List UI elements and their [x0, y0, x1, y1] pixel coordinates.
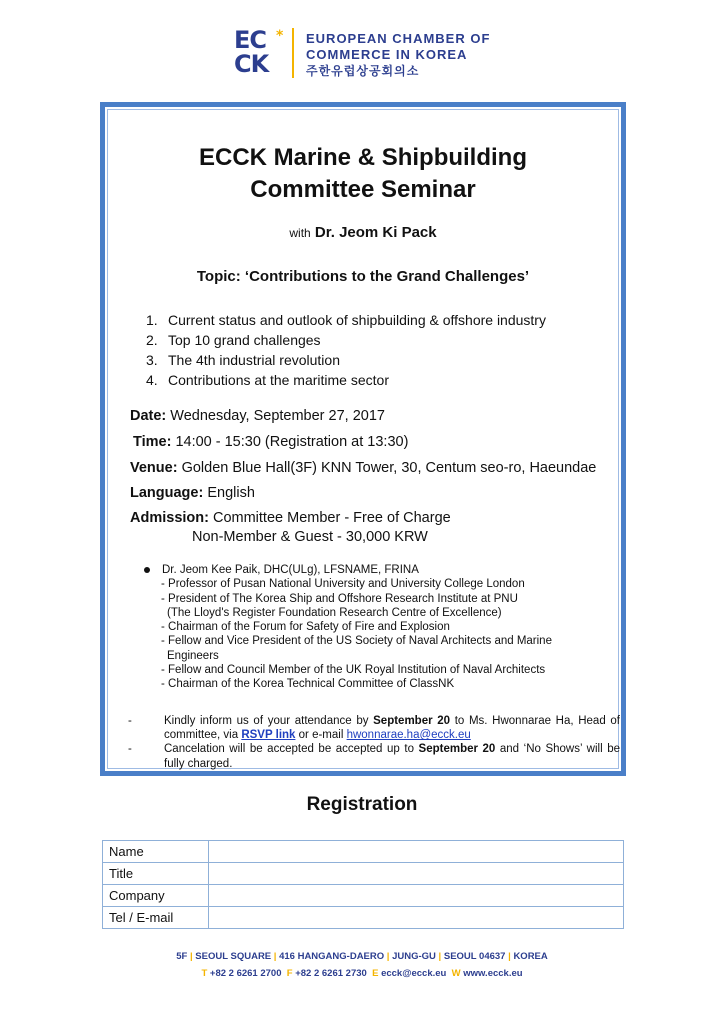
venue-label: Venue: — [130, 460, 178, 476]
speaker-bio-heading — [142, 563, 552, 577]
agenda-item — [146, 310, 546, 330]
registration-contact-field[interactable] — [209, 907, 624, 929]
speaker-credential: - Professor of Pusan National University and University College London — [161, 578, 525, 591]
agenda-number: 2. — [146, 332, 158, 348]
fax-value: +82 2 6261 2730 — [295, 968, 367, 979]
registration-label: Tel / E-mail — [103, 907, 209, 929]
email-key: E — [372, 968, 379, 979]
admission-row-2 — [192, 529, 428, 545]
registration-label: Name — [103, 841, 209, 863]
agenda-text: Top 10 grand challenges — [168, 332, 321, 348]
phone-key: T — [201, 968, 208, 979]
phone-value: +82 2 6261 2700 — [209, 968, 282, 979]
dash-marker: - — [128, 743, 132, 756]
admission-row — [130, 510, 451, 526]
agenda-list — [146, 310, 546, 390]
logo-star-icon: * — [276, 28, 283, 44]
invitation-content — [107, 109, 619, 769]
admission-value-member: Committee Member - Free of Charge — [208, 510, 451, 526]
logo-text — [306, 31, 490, 80]
rsvp-link[interactable]: RSVP link — [241, 729, 296, 742]
with-label: with — [289, 226, 311, 240]
logo-line1: EUROPEAN CHAMBER OF — [306, 31, 491, 46]
agenda-text: Current status and outlook of shipbuilding & offshore industry — [168, 312, 546, 328]
footer-address — [0, 951, 724, 962]
admission-label: Admission: — [130, 510, 209, 526]
agenda-item — [146, 350, 546, 370]
registration-label: Company — [103, 885, 209, 907]
event-title-line1: ECCK Marine & Shipbuilding — [199, 144, 527, 171]
address-part: KOREA — [513, 951, 548, 962]
agenda-number: 3. — [146, 352, 158, 368]
registration-title: Registration — [306, 794, 418, 815]
address-part: SEOUL SQUARE — [195, 951, 272, 962]
agenda-text: Contributions at the maritime sector — [168, 372, 389, 388]
logo-mark-line2: CK — [234, 50, 269, 78]
rsvp-note — [124, 714, 620, 742]
logo-divider — [292, 28, 294, 78]
separator: | — [438, 951, 442, 962]
table-row — [103, 841, 624, 863]
language-label: Language: — [130, 485, 204, 501]
language-row — [130, 485, 255, 501]
speaker-bio-name: Dr. Jeom Kee Paik, DHC(ULg), LFSNAME, FRINA — [162, 564, 419, 576]
note-text: Kindly inform us of your attendance by — [164, 715, 374, 727]
footer-website[interactable]: www.ecck.eu — [463, 968, 523, 979]
speaker-credential: - Chairman of the Forum for Safety of Fire and Explosion — [161, 621, 450, 634]
language-value: English — [203, 485, 255, 501]
speaker-credential: - President of The Korea Ship and Offshore Research Institute at PNU — [161, 592, 518, 605]
venue-row — [130, 460, 596, 476]
registration-company-field[interactable] — [209, 885, 624, 907]
note-text: and ‘No Shows’ will be fully charged. — [164, 743, 620, 770]
time-value: 14:00 - 15:30 (Registration at 13:30) — [171, 434, 409, 450]
note-text: or e-mail — [295, 729, 347, 742]
event-topic: Topic: ‘Contributions to the Grand Challenges’ — [196, 268, 530, 285]
logo-mark — [232, 28, 284, 80]
invitation-frame — [100, 102, 626, 776]
registration-name-field[interactable] — [209, 841, 624, 863]
logo-line2: COMMERCE IN KOREA — [306, 47, 468, 62]
separator: | — [386, 951, 390, 962]
email-link[interactable]: hwonnarae.ha@ecck.eu — [346, 729, 471, 742]
ecck-logo — [232, 22, 494, 84]
logo-mark-line1: EC — [234, 26, 267, 54]
note-text: to Ms. Hwonnarae Ha, Head of committee, via — [164, 715, 620, 742]
web-key: W — [451, 968, 461, 979]
address-part: SEOUL 04637 — [443, 951, 506, 962]
address-part: JUNG-GU — [392, 951, 436, 962]
fax-key: F — [286, 968, 293, 979]
speaker-bio — [142, 563, 552, 692]
separator: | — [508, 951, 511, 962]
address-part: 416 HANGANG-DAERO — [279, 951, 385, 962]
separator: | — [189, 951, 193, 962]
note-text: Cancelation will be accepted be accepted up to — [164, 743, 419, 756]
notes — [124, 714, 620, 771]
logo-line3: 주한유럽상공회의소 — [306, 64, 420, 78]
speaker-name: Dr. Jeom Ki Pack — [314, 224, 437, 241]
event-title — [108, 142, 618, 206]
registration-table — [102, 840, 624, 929]
table-row — [103, 907, 624, 929]
note-deadline: September 20 — [373, 715, 451, 727]
date-value: Wednesday, September 27, 2017 — [166, 408, 385, 424]
speaker-credential: (The Lloyd's Register Foundation Research Centre of Excellence) — [167, 606, 502, 619]
agenda-number: 1. — [146, 312, 158, 328]
dash-marker: - — [128, 715, 132, 727]
table-row — [103, 863, 624, 885]
address-part: 5F — [176, 951, 188, 962]
agenda-text: The 4th industrial revolution — [168, 352, 340, 368]
speaker-credential: - Fellow and Council Member of the UK Royal Institution of Naval Architects — [161, 664, 546, 677]
admission-value-guest: Non-Member & Guest - 30,000 KRW — [192, 529, 428, 545]
speaker-credential: - Fellow and Vice President of the US Society of Naval Architects and Marine — [161, 635, 552, 648]
speaker-credential: Engineers — [167, 649, 219, 662]
agenda-item — [146, 370, 546, 390]
speaker-line — [108, 224, 618, 241]
registration-title-field[interactable] — [209, 863, 624, 885]
bullet-icon — [144, 567, 150, 573]
table-row — [103, 885, 624, 907]
date-row — [130, 408, 385, 424]
cancelation-note — [124, 742, 620, 770]
time-label: Time: — [133, 434, 172, 450]
note-deadline: September 20 — [418, 743, 496, 756]
speaker-credential: - Chairman of the Korea Technical Committee of ClassNK — [161, 678, 455, 691]
event-title-line2: Committee Seminar — [250, 176, 476, 203]
separator: | — [273, 951, 277, 962]
date-label: Date: — [130, 408, 167, 424]
time-row — [133, 434, 408, 450]
registration-label: Title — [103, 863, 209, 885]
agenda-item — [146, 330, 546, 350]
agenda-number: 4. — [146, 372, 158, 388]
footer-contacts — [0, 968, 724, 979]
footer-email[interactable]: ecck@ecck.eu — [381, 968, 447, 979]
venue-value: Golden Blue Hall(3F) KNN Tower, 30, Centum seo-ro, Haeundae — [177, 460, 597, 476]
